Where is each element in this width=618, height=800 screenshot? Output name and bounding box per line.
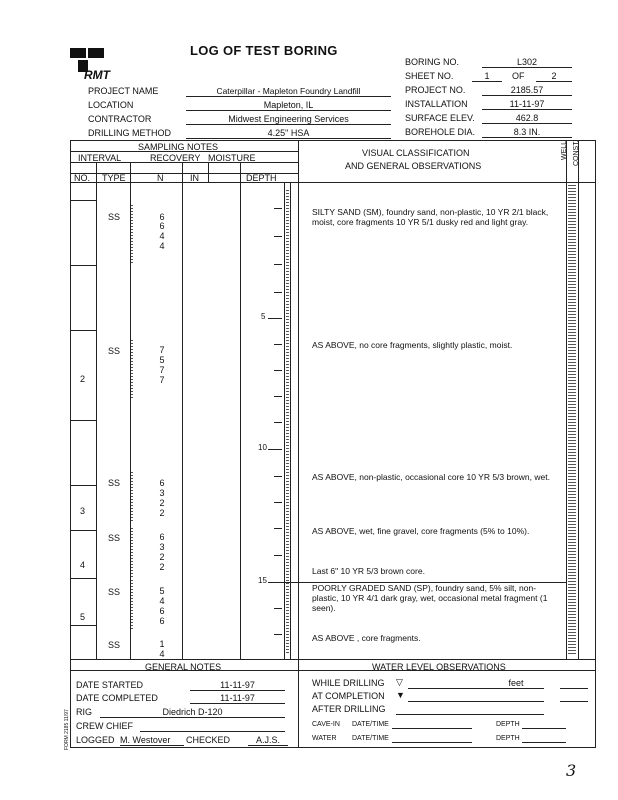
logo-text: RMT: [84, 68, 110, 82]
n-value: 2: [159, 562, 165, 572]
general-notes-title: GENERAL NOTES: [145, 662, 222, 672]
borehole-dia-label: BOREHOLE DIA.: [405, 127, 476, 137]
water-level-icon: ▼: [396, 690, 405, 700]
crew-chief-label: CREW CHIEF: [76, 721, 133, 731]
type-header: TYPE: [102, 173, 126, 183]
observation-5: Last 6" 10 YR 5/3 brown core.: [312, 566, 425, 576]
installation-label: INSTALLATION: [405, 99, 468, 109]
depth-mark: 10: [258, 443, 267, 452]
date-started-label: DATE STARTED: [76, 680, 144, 690]
location-label: LOCATION: [88, 100, 134, 110]
observation-3: AS ABOVE, non-plastic, occasional core 10 YR 5/3 brown, wet.: [312, 472, 550, 482]
after-drilling-label: AFTER DRILLING: [312, 704, 386, 714]
sheet-no-value: 1: [472, 71, 502, 82]
sheet-of-label: OF: [512, 71, 525, 81]
sheet-of-value: 2: [536, 71, 572, 82]
observation-4: AS ABOVE, wet, fine gravel, core fragments (5% to 10%).: [312, 526, 530, 536]
while-drilling-label: WHILE DRILLING: [312, 678, 385, 688]
n-value: 2: [159, 498, 165, 508]
n-value: 6: [159, 616, 165, 626]
water-level-title: WATER LEVEL OBSERVATIONS: [372, 662, 506, 672]
contractor-value: Midwest Engineering Services: [186, 114, 391, 125]
drilling-method-label: DRILLING METHOD: [88, 128, 172, 138]
page-number: 3: [566, 761, 577, 780]
rig-label: RIG: [76, 707, 93, 717]
drilling-method-value: 4.25" HSA: [186, 128, 391, 139]
sheet-no-label: SHEET NO.: [405, 71, 454, 81]
well-construction-column: [568, 185, 576, 655]
at-completion-label: AT COMPLETION: [312, 691, 385, 701]
checked-label: CHECKED: [186, 735, 231, 745]
n-value: 5: [159, 355, 165, 365]
sample-type: SS: [108, 587, 121, 597]
n-value: 4: [159, 231, 165, 241]
sample-type: SS: [108, 533, 121, 543]
interval-header: INTERVAL: [78, 153, 122, 163]
logged-label: LOGGED: [76, 735, 115, 745]
installation-value: 11-11-97: [482, 99, 572, 110]
water-depth-label: DEPTH: [496, 735, 520, 742]
visual-header-1: VISUAL CLASSIFICATION: [362, 148, 470, 158]
n-value: 5: [159, 586, 165, 596]
cave-in-depth-label: DEPTH: [496, 721, 520, 728]
project-no-value: 2185.57: [482, 85, 572, 96]
sample-no: 2: [80, 374, 86, 384]
boring-no-value: L302: [482, 57, 572, 68]
n-value: 6: [159, 606, 165, 616]
n-value: 6: [159, 532, 165, 542]
moisture-header: MOISTURE: [208, 153, 256, 163]
observation-6: POORLY GRADED SAND (SP), foundry sand, 5% silt, non-plastic, 10 YR 4/1 dark gray, wet, occasional metal fragment (1 seen).: [312, 583, 548, 613]
n-value: 3: [159, 542, 165, 552]
visual-header-2: AND GENERAL OBSERVATIONS: [345, 161, 482, 171]
project-name-label: PROJECT NAME: [88, 86, 159, 96]
depth-mark: 5: [261, 312, 266, 321]
water-label: WATER: [312, 735, 337, 742]
observation-2: AS ABOVE, no core fragments, slightly plastic, moist.: [312, 340, 513, 350]
n-value: 2: [159, 552, 165, 562]
observation-7: AS ABOVE , core fragments.: [312, 633, 421, 643]
n-header: N: [157, 173, 164, 183]
cave-in-datetime-label: DATE/TIME: [352, 721, 389, 728]
sample-no: 4: [80, 560, 86, 570]
n-value: 4: [159, 241, 165, 251]
contractor-label: CONTRACTOR: [88, 114, 152, 124]
sample-type: SS: [108, 346, 121, 356]
feet-label: feet: [488, 678, 544, 689]
n-value: 4: [159, 596, 165, 606]
n-value: 2: [159, 508, 165, 518]
n-value: 3: [159, 488, 165, 498]
n-value: 1: [159, 639, 165, 649]
n-value: 6: [159, 212, 165, 222]
boring-no-label: BORING NO.: [405, 57, 460, 67]
borehole-dia-value: 8.3 IN.: [482, 127, 572, 138]
form-side-text: FORM 2185 11/97: [64, 709, 70, 750]
sample-type: SS: [108, 640, 121, 650]
project-no-label: PROJECT NO.: [405, 85, 466, 95]
n-value: 7: [159, 375, 165, 385]
in-header: IN: [190, 173, 199, 183]
recovery-hatch: [131, 340, 133, 400]
rmt-logo: [70, 48, 110, 86]
sample-type: SS: [108, 478, 121, 488]
well-casing: [286, 190, 289, 655]
sampling-notes-header: SAMPLING NOTES: [138, 142, 219, 152]
recovery-hatch: [131, 580, 133, 630]
date-completed-label: DATE COMPLETED: [76, 693, 158, 703]
checked-value: A.J.S.: [248, 735, 288, 746]
observation-1: SILTY SAND (SM), foundry sand, non-plastic, 10 YR 2/1 black, moist, core fragments 10 YR 5/1 dusky red and light gray.: [312, 207, 549, 227]
surface-elev-label: SURFACE ELEV.: [405, 113, 475, 123]
water-datetime-label: DATE/TIME: [352, 735, 389, 742]
depth-header: DEPTH: [246, 173, 277, 183]
rig-value: Diedrich D-120: [100, 707, 285, 718]
water-level-icon: ▽: [396, 677, 403, 687]
n-value: 4: [159, 649, 165, 659]
sample-no: 3: [80, 506, 86, 516]
n-value: 6: [159, 478, 165, 488]
n-value: 6: [159, 221, 165, 231]
sample-no: 5: [80, 612, 86, 622]
well-header: WELL: [561, 140, 568, 160]
sample-type: SS: [108, 212, 121, 222]
page-title: LOG OF TEST BORING: [190, 43, 338, 58]
date-started-value: 11-11-97: [190, 680, 285, 691]
logged-value: M. Westover: [120, 735, 184, 746]
recovery-hatch: [131, 472, 133, 522]
const-header: CONST.: [573, 140, 580, 166]
location-value: Mapleton, IL: [186, 100, 391, 111]
no-header: NO.: [74, 173, 91, 183]
recovery-hatch: [131, 528, 133, 578]
recovery-hatch: [131, 205, 133, 265]
date-completed-value: 11-11-97: [190, 693, 285, 704]
cave-in-label: CAVE-IN: [312, 721, 340, 728]
n-value: 7: [159, 365, 165, 375]
depth-mark: 15: [258, 576, 267, 585]
surface-elev-value: 462.8: [482, 113, 572, 124]
recovery-header: RECOVERY: [150, 153, 201, 163]
project-name-value: Caterpillar - Mapleton Foundry Landfill: [186, 86, 391, 97]
n-value: 7: [159, 345, 165, 355]
